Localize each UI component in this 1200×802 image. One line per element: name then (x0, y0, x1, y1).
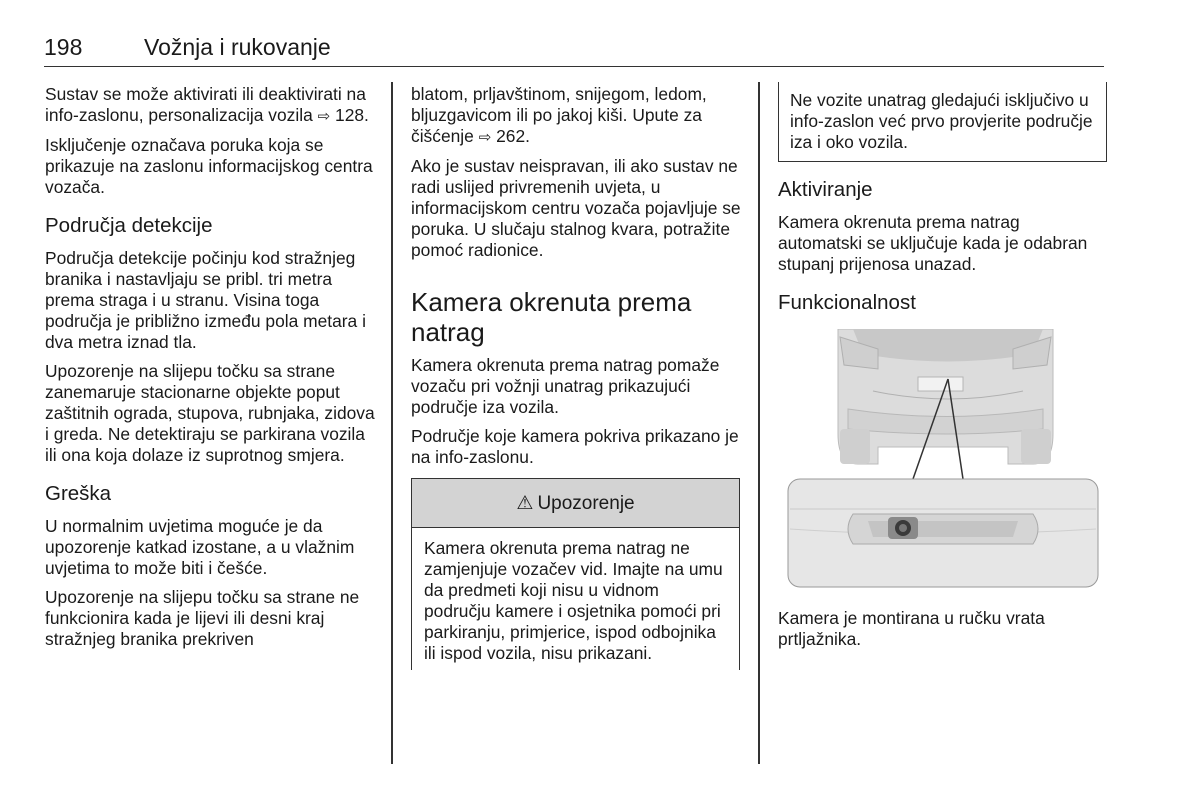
section-heading: Aktiviranje (778, 178, 873, 201)
paragraph: Kamera okrenuta prema natrag pomaže vozaču pri vožnji unatrag prikazujući područje iza vozila. (411, 355, 720, 417)
warning-box (411, 478, 740, 670)
paragraph: Sustav se može aktivirati ili deaktivirati na info-zaslonu, personalizacija vozila ⇨ 128. (45, 84, 369, 125)
rear-camera-illustration (778, 329, 1108, 591)
paragraph: Kamera okrenuta prema natrag automatski se uključuje kada je odabran stupanj prijenosa unazad. (778, 212, 1088, 274)
paragraph: Upozorenje na slijepu točku sa strane ne funkcionira kada je lijevi ili desni kraj stražnjeg branika prekriven (45, 587, 360, 649)
chapter-heading: Kamera okrenuta prema natrag (411, 287, 692, 347)
paragraph: Ako je sustav neispravan, ili ako sustav ne radi uslijed privremenih uvjeta, u informacijskom centru vozača pojavljuje se poruka. U slučaju stalnog kvara, potražite pomoć radionice. (411, 156, 741, 260)
column-2 (411, 84, 741, 670)
paragraph: blatom, prljavštinom, snijegom, ledom, bljuzgavicom ili po jakoj kiši. Upute za čišćenje ⇨ 262. (411, 84, 707, 146)
column-divider (391, 82, 393, 764)
page-reference: 262. (496, 126, 530, 146)
warning-triangle-icon: ⚠ (516, 492, 534, 514)
column-divider (758, 82, 760, 764)
warning-header (412, 479, 739, 528)
section-heading: Funkcionalnost (778, 291, 916, 314)
page-reference: 128. (335, 105, 369, 125)
column-1 (45, 84, 380, 658)
page-number: 198 (44, 34, 83, 60)
warning-title: Upozorenje (537, 492, 635, 514)
paragraph: Isključenje označava poruka koja se prikazuje na zaslonu informacijskog centra vozača. (45, 135, 373, 197)
paragraph: Područje koje kamera pokriva prikazano je na info-zaslonu. (411, 426, 739, 467)
section-heading: Greška (45, 482, 112, 505)
section-heading: Područja detekcije (45, 214, 213, 237)
paragraph: Upozorenje na slijepu točku sa strane zanemaruje stacionarne objekte poput zaštitnih ograda, stupova, rubnjaka, zidova i greda. Ne detektiraju se parkirana vozila ili ona koja dolaze iz suprotnog smjera. (45, 361, 375, 465)
paragraph: U normalnim uvjetima moguće je da upozorenje katkad izostane, a u vlažnim uvjetima to može biti i češće. (45, 516, 355, 578)
paragraph: Područja detekcije počinju kod stražnjeg branika i nastavljaju se pribl. tri metra prema straga i u stranu. Visina toga područja je približno između pola metara i dva metra iznad tla. (45, 248, 366, 352)
page-reference-icon: ⇨ (478, 129, 492, 146)
figure-caption: Kamera je montirana u ručku vrata prtljažnika. (778, 608, 1045, 649)
column-3 (778, 84, 1108, 658)
warning-text: Kamera okrenuta prema natrag ne zamjenjuje vozačev vid. Imajte na umu da predmeti koji nisu u vidnom području kamere i osjetnika pomoći pri parkiranju, primjerice, ispod odbojnika ili ispod vozila, nisu prikazani. (424, 538, 723, 663)
page-reference-icon: ⇨ (317, 108, 331, 125)
warning-box-continued: Ne vozite unatrag gledajući isključivo u info-zaslon već prvo provjerite područje iza i oko vozila. (778, 82, 1107, 162)
chapter-title: Vožnja i rukovanje (144, 34, 331, 60)
page-header (44, 34, 1104, 67)
